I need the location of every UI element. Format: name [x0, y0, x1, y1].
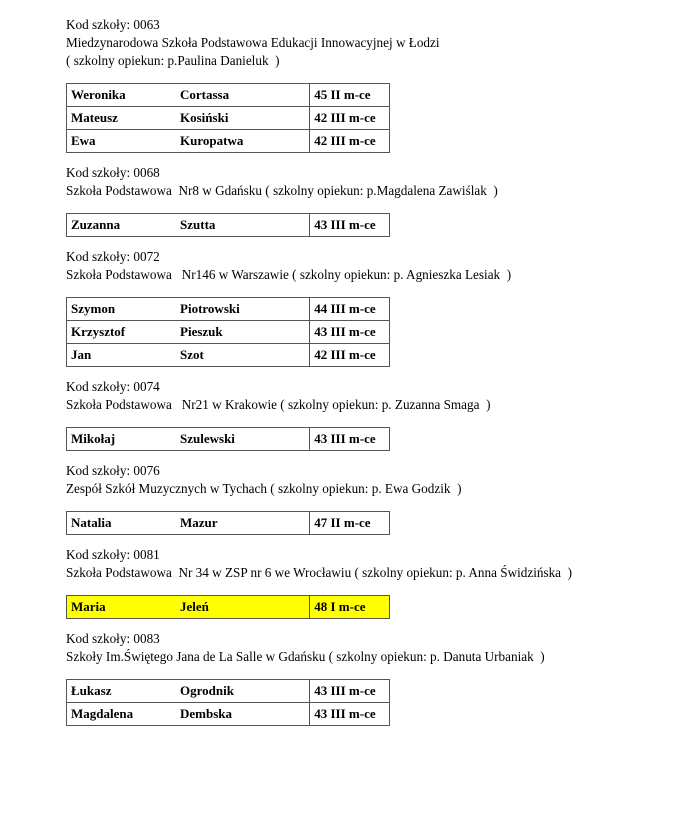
- school-name-line: Szkoły Im.Świętego Jana de La Salle w Gdańsku ( szkolny opiekun: p. Danuta Urbaniak ): [66, 649, 545, 664]
- school-name-line: Szkoła Podstawowa Nr146 w Warszawie ( szkolny opiekun: p. Agnieszka Lesiak ): [66, 267, 512, 282]
- school-name-line: Miedzynarodowa Szkoła Podstawowa Edukacji Innowacyjnej w Łodzi: [66, 35, 440, 50]
- school-code: Kod szkoły: 0081: [66, 547, 160, 562]
- student-result: 43 III m-ce: [310, 703, 390, 726]
- student-first-name: Magdalena: [67, 703, 177, 726]
- school-section: [66, 248, 676, 367]
- student-first-name: Maria: [67, 596, 177, 619]
- school-code: Kod szkoły: 0083: [66, 631, 160, 646]
- student-last-name: Szot: [176, 344, 310, 367]
- student-last-name: Kosiński: [176, 107, 310, 130]
- student-result: 43 III m-ce: [310, 321, 390, 344]
- student-last-name: Cortassa: [176, 84, 310, 107]
- student-result: 43 III m-ce: [310, 428, 390, 451]
- student-last-name: Piotrowski: [176, 298, 310, 321]
- students-table: [66, 83, 390, 153]
- students-table: [66, 679, 390, 726]
- student-last-name: Ogrodnik: [176, 680, 310, 703]
- students-table: [66, 213, 390, 237]
- student-row: [67, 107, 390, 130]
- student-first-name: Łukasz: [67, 680, 177, 703]
- school-section: [66, 16, 676, 153]
- student-first-name: Jan: [67, 344, 177, 367]
- student-row: [67, 321, 390, 344]
- student-row: [67, 680, 390, 703]
- school-section: [66, 546, 676, 619]
- student-last-name: Dembska: [176, 703, 310, 726]
- student-first-name: Ewa: [67, 130, 177, 153]
- student-result: 43 III m-ce: [310, 214, 390, 237]
- student-result: 43 III m-ce: [310, 680, 390, 703]
- student-row: [67, 298, 390, 321]
- student-first-name: Mateusz: [67, 107, 177, 130]
- students-table: [66, 595, 390, 619]
- student-last-name: Jeleń: [176, 596, 310, 619]
- student-first-name: Mikołaj: [67, 428, 177, 451]
- student-row: [67, 344, 390, 367]
- school-code: Kod szkoły: 0074: [66, 379, 160, 394]
- student-row: [67, 512, 390, 535]
- student-first-name: Szymon: [67, 298, 177, 321]
- school-name-line: ( szkolny opiekun: p.Paulina Danieluk ): [66, 53, 280, 68]
- students-table: [66, 427, 390, 451]
- school-name-line: Szkoła Podstawowa Nr 34 w ZSP nr 6 we Wrocławiu ( szkolny opiekun: p. Anna Świdzińska ): [66, 565, 573, 580]
- school-name-line: Szkoła Podstawowa Nr8 w Gdańsku ( szkolny opiekun: p.Magdalena Zawiślak ): [66, 183, 498, 198]
- school-section: [66, 630, 676, 726]
- school-section: [66, 378, 676, 451]
- student-result: 42 III m-ce: [310, 107, 390, 130]
- results-document: [66, 16, 676, 737]
- student-first-name: Natalia: [67, 512, 177, 535]
- student-row: [67, 84, 390, 107]
- student-result: 47 II m-ce: [310, 512, 390, 535]
- student-result: 44 III m-ce: [310, 298, 390, 321]
- school-code: Kod szkoły: 0072: [66, 249, 160, 264]
- students-table: [66, 511, 390, 535]
- school-code: Kod szkoły: 0063: [66, 17, 160, 32]
- student-row: [67, 130, 390, 153]
- student-row: [67, 703, 390, 726]
- school-name-line: Szkoła Podstawowa Nr21 w Krakowie ( szkolny opiekun: p. Zuzanna Smaga ): [66, 397, 491, 412]
- school-name-line: Zespół Szkół Muzycznych w Tychach ( szkolny opiekun: p. Ewa Godzik ): [66, 481, 462, 496]
- student-result: 42 III m-ce: [310, 130, 390, 153]
- student-last-name: Mazur: [176, 512, 310, 535]
- student-last-name: Szutta: [176, 214, 310, 237]
- student-row-highlighted: [67, 596, 390, 619]
- student-first-name: Weronika: [67, 84, 177, 107]
- student-row: [67, 428, 390, 451]
- student-result: 45 II m-ce: [310, 84, 390, 107]
- student-last-name: Szulewski: [176, 428, 310, 451]
- student-last-name: Pieszuk: [176, 321, 310, 344]
- student-result: 42 III m-ce: [310, 344, 390, 367]
- student-first-name: Zuzanna: [67, 214, 177, 237]
- school-section: [66, 462, 676, 535]
- school-section: [66, 164, 676, 237]
- students-table: [66, 297, 390, 367]
- school-code: Kod szkoły: 0068: [66, 165, 160, 180]
- school-code: Kod szkoły: 0076: [66, 463, 160, 478]
- student-first-name: Krzysztof: [67, 321, 177, 344]
- student-row: [67, 214, 390, 237]
- student-last-name: Kuropatwa: [176, 130, 310, 153]
- student-result: 48 I m-ce: [310, 596, 390, 619]
